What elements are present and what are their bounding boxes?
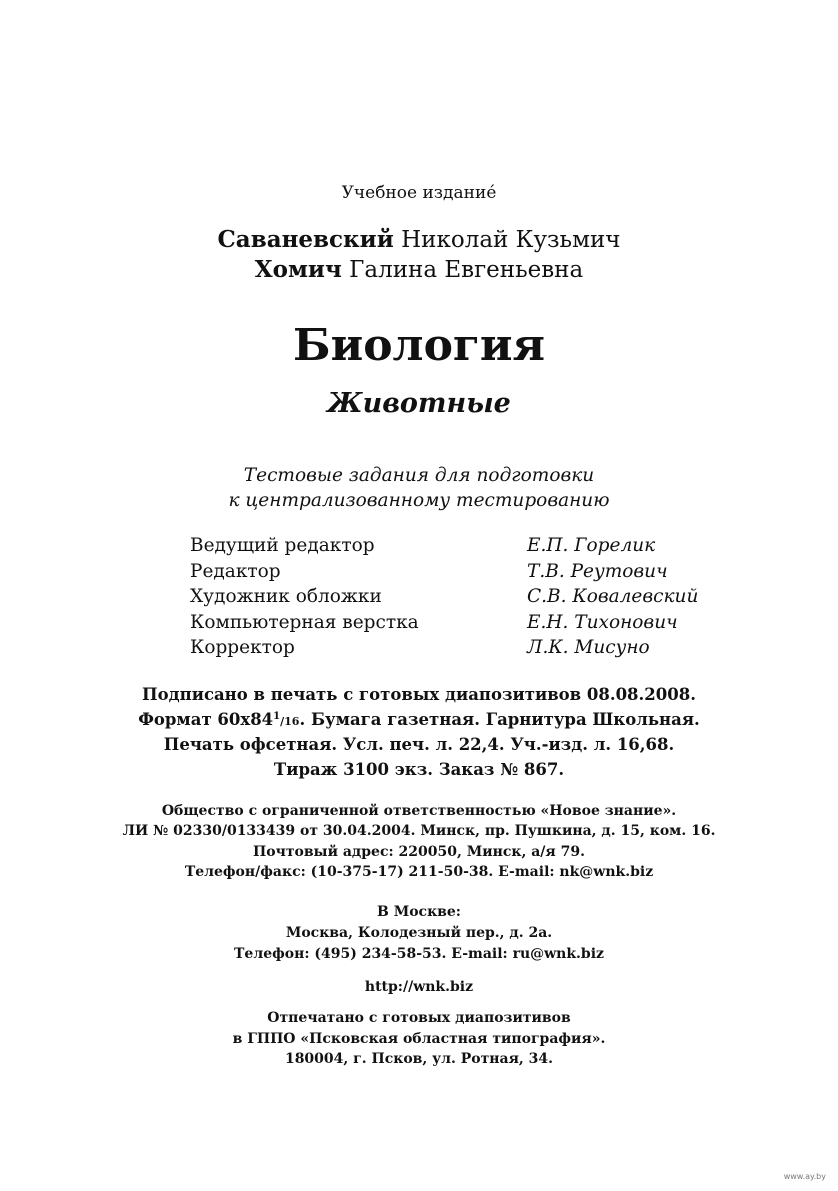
printer-line: Отпечатано с готовых диапозитивов: [267, 1010, 571, 1026]
author-surname: Хомич: [254, 256, 342, 283]
publisher-line: Почтовый адрес: 220050, Минск, а/я 79.: [253, 844, 585, 860]
series-line: к централизованному тестированию: [228, 490, 610, 511]
book-title: Биология: [292, 320, 546, 371]
credit-role: Редактор: [190, 560, 281, 582]
author-line: [0, 256, 838, 283]
credit-row: [190, 535, 720, 561]
publisher-line: Телефон/факс: (10-375-17) 211-50-38. E-mail: nk@wnk.biz: [184, 864, 654, 880]
credit-role: Компьютерная верстка: [190, 611, 419, 633]
website-line: http://wnk.biz: [364, 979, 474, 995]
printer-line: 180004, г. Псков, ул. Ротная, 34.: [284, 1051, 554, 1067]
book-subtitle: Животные: [327, 388, 511, 419]
printer-line: в ГППО «Псковская областная типография».: [232, 1031, 606, 1047]
format-suffix: . Бумага газетная. Гарнитура Школьная.: [299, 710, 700, 729]
publisher-line: Общество с ограниченной ответственностью «Новое знание».: [161, 803, 677, 819]
imprint-print-line: Печать офсетная. Усл. печ. л. 22,4. Уч.-изд. л. 16,68.: [163, 735, 675, 754]
watermark-text: www.ay.by: [783, 1172, 826, 1181]
author-line: [0, 226, 838, 253]
author-surname: Саваневский: [217, 226, 394, 253]
moscow-office-line: Телефон: (495) 234-58-53. E-mail: ru@wnk.biz: [234, 946, 604, 962]
series-line: Тестовые задания для подготовки: [243, 465, 595, 486]
format-prefix: Формат 60x84: [138, 710, 274, 729]
credit-row: [190, 612, 720, 638]
credits-list: [190, 535, 720, 663]
credit-name: Е.П. Горелик: [527, 535, 656, 556]
format-denominator: /16: [280, 715, 300, 728]
credit-name: С.В. Ковалевский: [527, 586, 699, 607]
credit-role: Художник обложки: [190, 586, 382, 607]
edition-type: Учебное издание́: [341, 183, 497, 203]
credit-name: Т.В. Реутович: [527, 560, 668, 582]
moscow-office-line: В Москве:: [377, 904, 461, 920]
credit-row: [190, 637, 720, 663]
credit-role: Корректор: [190, 637, 295, 658]
format-superscript: 1: [273, 711, 281, 722]
author-given-names: Галина Евгеньевна: [349, 257, 584, 283]
publisher-line: ЛИ № 02330/0133439 от 30.04.2004. Минск, пр. Пушкина, д. 15, ком. 16.: [122, 823, 716, 839]
credit-name: Л.К. Мисуно: [527, 637, 650, 658]
author-given-names: Николай Кузьмич: [401, 227, 621, 253]
credit-row: [190, 586, 720, 612]
credit-name: Е.Н. Тихонович: [527, 611, 678, 633]
imprint-signed-line: Подписано в печать с готовых диапозитивов 08.08.2008.: [142, 685, 696, 704]
credit-row: [190, 561, 720, 587]
imprint-run-line: Тираж 3100 экз. Заказ № 867.: [273, 760, 565, 779]
moscow-office-line: Москва, Колодезный пер., д. 2а.: [285, 925, 553, 941]
credit-role: Ведущий редактор: [190, 535, 375, 556]
imprint-format-line: [0, 710, 838, 729]
